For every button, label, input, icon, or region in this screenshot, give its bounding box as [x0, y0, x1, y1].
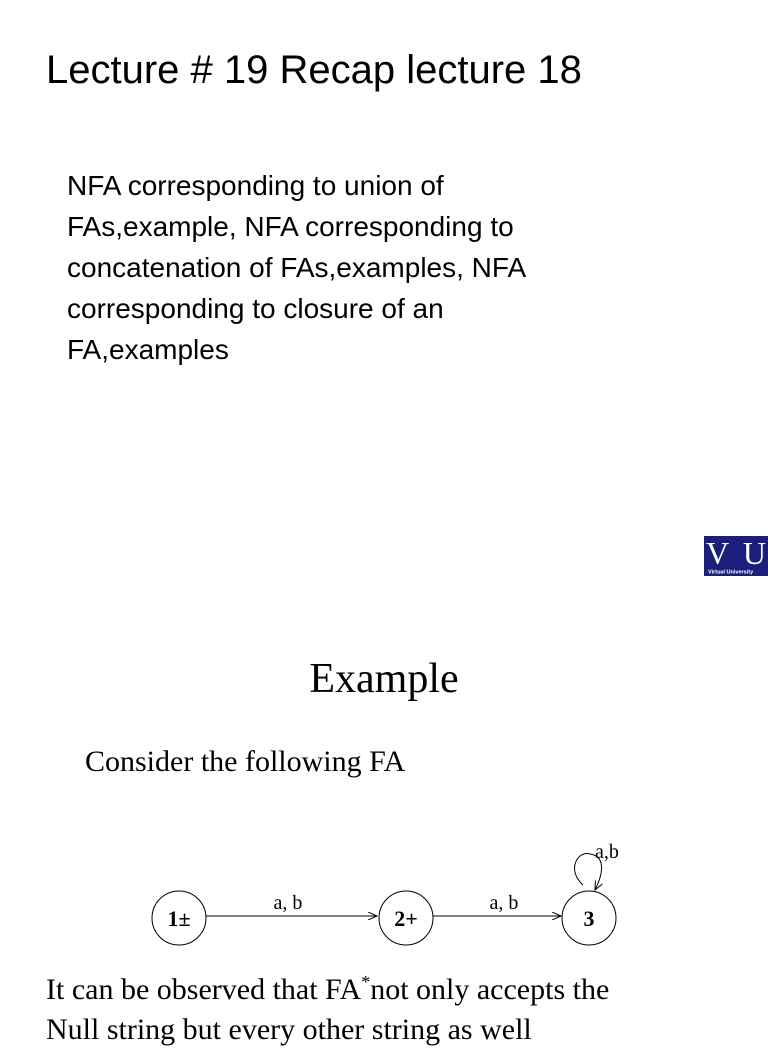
slide2-title: Example — [309, 656, 459, 702]
vu-logo-caption: Virtual University — [708, 569, 754, 576]
observation-after: not only accepts the — [370, 973, 610, 1006]
body-line: concatenation of FAs,examples, NFA — [67, 252, 527, 283]
fa-diagram — [0, 830, 768, 960]
body-line: corresponding to closure of an — [67, 293, 444, 324]
state-2-label: 2+ — [394, 906, 418, 931]
slide2-intro: Consider the following FA — [85, 745, 406, 778]
star-superscript: * — [361, 972, 371, 992]
transition-label-2-3: a, b — [489, 892, 519, 914]
body-line: NFA corresponding to union of — [67, 170, 444, 201]
body-line: FAs,example, NFA corresponding to — [67, 211, 514, 242]
observation-before: It can be observed that FA — [46, 973, 362, 1006]
slide1-body — [67, 165, 707, 370]
observation-text — [46, 970, 609, 1010]
vu-logo-graphic — [704, 536, 768, 576]
observation-continued: Null string but every other string as well — [46, 1013, 532, 1046]
transition-label-3-3: a,b — [595, 841, 619, 863]
slide1-title: Lecture # 19 Recap lecture 18 — [46, 48, 582, 92]
state-3-label: 3 — [583, 906, 595, 931]
body-line: FA,examples — [67, 334, 229, 365]
state-1-label: 1± — [167, 906, 191, 931]
vu-logo — [704, 536, 768, 576]
transition-label-1-2: a, b — [273, 892, 303, 914]
vu-logo-mark: VU — [706, 535, 766, 571]
